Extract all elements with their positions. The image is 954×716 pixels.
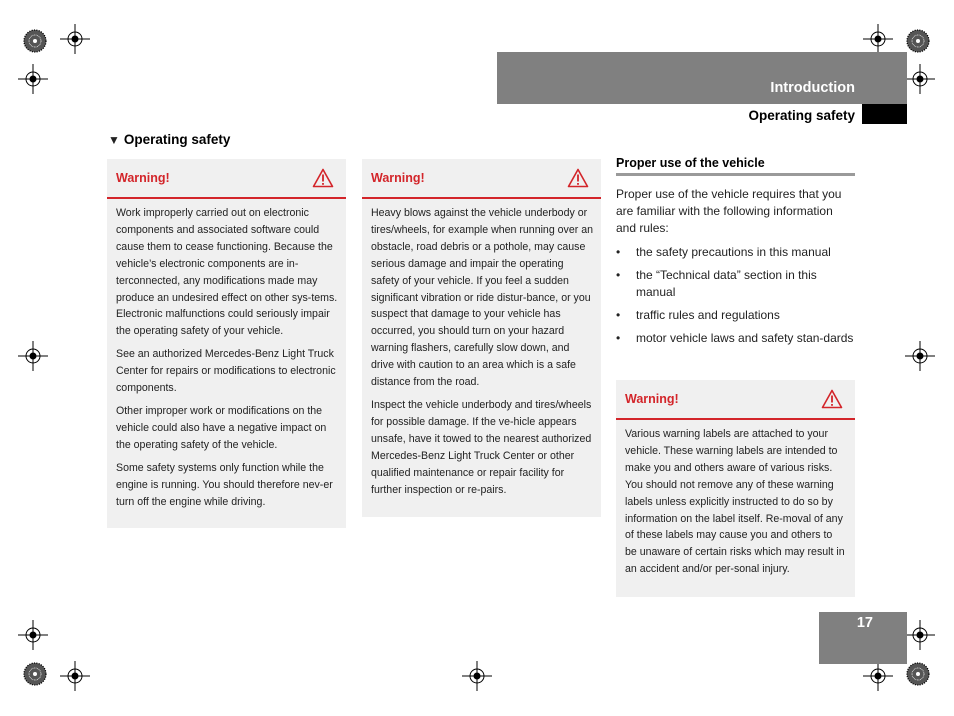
warning-box-labels — [616, 380, 855, 597]
warning-header — [107, 159, 346, 199]
bullet: • — [616, 331, 621, 345]
warning-triangle-icon — [821, 389, 843, 409]
list-item-text: traffic rules and regulations — [636, 308, 780, 322]
chapter-header-band — [497, 52, 907, 104]
starburst-icon — [23, 29, 47, 53]
warning-box-underbody — [362, 159, 601, 517]
header-tab-marker — [862, 104, 907, 124]
bullet: • — [616, 308, 621, 322]
registration-mark-icon — [60, 661, 90, 691]
registration-mark-icon — [863, 661, 893, 691]
registration-mark-icon — [18, 341, 48, 371]
registration-mark-icon — [60, 24, 90, 54]
warning-paragraph: Heavy blows against the vehicle underbody or tires/wheels, for example when running over an obstacle, road debris or a pothole, may cause serious damage and impair the operating safety of your vehicle. If you feel a sudden significant vibration or ride distur-bance, or you suspect that damage to your vehicle has occurred, you should turn on your hazard warning flashers, carefully slow down, and drive with caution to an area which is a safe distance from the road. — [371, 207, 593, 389]
warning-body — [616, 420, 855, 592]
warning-paragraph: Various warning labels are attached to your vehicle. These warning labels are intended to make you and others aware of various risks. You should not remove any of these warning labels unless explicitly instructed to do so by information on the label itself. Re-moval of any of these labels may cause you and others to be unaware of certain risks which may result in an accident and/or per-sonal injury. — [625, 428, 845, 576]
registration-mark-icon — [18, 620, 48, 650]
registration-mark-icon — [905, 620, 935, 650]
warning-triangle-icon — [312, 168, 334, 188]
warning-paragraph: See an authorized Mercedes-Benz Light Truck Center for repairs or modifications to electronic components. — [116, 348, 336, 395]
list-item-text: the “Technical data” section in this manual — [636, 268, 817, 299]
chapter-title: Introduction — [770, 80, 855, 96]
starburst-icon — [23, 662, 47, 686]
registration-mark-icon — [18, 64, 48, 94]
list-item — [616, 307, 856, 324]
registration-mark-icon — [863, 24, 893, 54]
warning-paragraph: Inspect the vehicle underbody and tires/wheels for possible damage. If the ve-hicle appears unsafe, have it towed to the nearest authorized Mercedes-Benz Light Truck Center or other qualified maintenance or repair facility for further inspection or re-pairs. — [371, 398, 592, 496]
proper-use-list — [616, 244, 856, 353]
section-title-text: Operating safety — [123, 132, 231, 147]
warning-label: Warning! — [371, 171, 425, 185]
list-item — [616, 267, 856, 301]
warning-label: Warning! — [116, 171, 170, 185]
warning-label: Warning! — [625, 392, 679, 406]
section-title — [108, 132, 230, 147]
warning-body — [362, 199, 601, 512]
page-number: 17 — [856, 615, 873, 631]
bullet: • — [616, 268, 621, 282]
bullet: • — [616, 245, 621, 259]
title-rule — [616, 173, 855, 176]
triangle-down-icon: ▼ — [108, 133, 120, 147]
starburst-icon — [906, 29, 930, 53]
warning-box-electronics — [107, 159, 346, 528]
warning-body — [107, 199, 346, 524]
warning-header — [616, 380, 855, 420]
subchapter-title: Operating safety — [748, 108, 855, 123]
list-item — [616, 244, 856, 261]
list-item-text: the safety precautions in this manual — [636, 245, 831, 259]
warning-paragraph: Other improper work or modifications on the vehicle could also have a negative impact on the operating safety of the vehicle. — [116, 404, 327, 451]
registration-mark-icon — [462, 661, 492, 691]
registration-mark-icon — [905, 64, 935, 94]
warning-paragraph: Some safety systems only function while the engine is running. You should therefore nev-er turn off the engine while driving. — [116, 461, 333, 508]
starburst-icon — [906, 662, 930, 686]
registration-mark-icon — [905, 341, 935, 371]
proper-use-title: Proper use of the vehicle — [616, 156, 765, 170]
proper-use-intro: Proper use of the vehicle requires that you are familiar with the following information and rules: — [616, 187, 842, 235]
list-item — [616, 330, 856, 347]
warning-header — [362, 159, 601, 199]
warning-triangle-icon — [567, 168, 589, 188]
warning-paragraph: Work improperly carried out on electronic components and associated software could cause them to cease functioning. Because the vehicle’s electronic components are in-terconnected, any modifications made may produce an undesired effect on other sys-tems. Electronic malfunctions could seriously impair the operating safety of your vehicle. — [116, 207, 338, 338]
list-item-text: motor vehicle laws and safety stan-dards — [636, 331, 854, 345]
